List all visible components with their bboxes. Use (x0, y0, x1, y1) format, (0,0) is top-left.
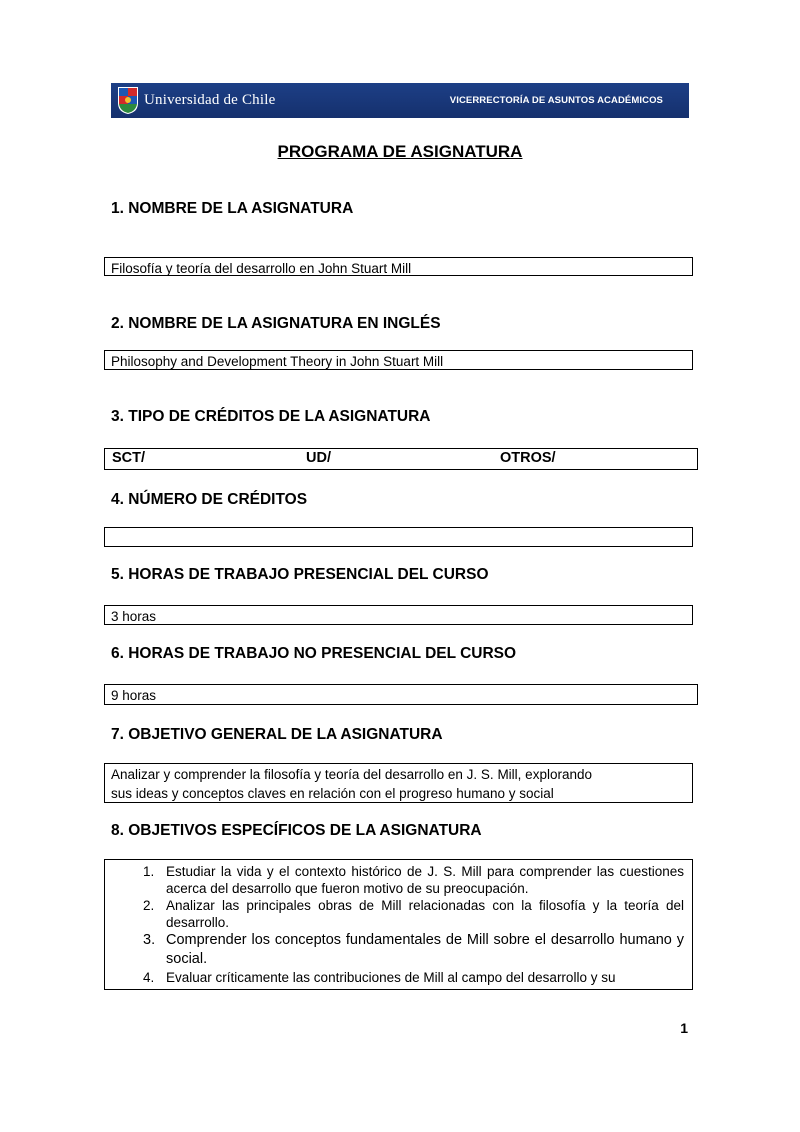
non-presential-hours-field: 9 horas (104, 684, 698, 705)
page-title: PROGRAMA DE ASIGNATURA (277, 142, 523, 161)
course-name-english-field: Philosophy and Development Theory in John Stuart Mill (104, 350, 693, 370)
specific-objectives-field (104, 859, 693, 990)
list-item: 1. Estudiar la vida y el contexto histórico de J. S. Mill para comprender las cuestiones acerca del desarrollo que fueron motivo de su preocupación. (143, 864, 684, 896)
course-name-field: Filosofía y teoría del desarrollo en John Stuart Mill (104, 257, 693, 276)
credit-type-field (104, 448, 698, 470)
section-1-heading: 1. NOMBRE DE LA ASIGNATURA (111, 200, 354, 217)
section-6-heading: 6. HORAS DE TRABAJO NO PRESENCIAL DEL CURSO (111, 645, 517, 662)
list-item: 4. Evaluar críticamente las contribuciones de Mill al campo del desarrollo y su (143, 970, 616, 985)
university-name: Universidad de Chile (144, 92, 276, 108)
presential-hours-field: 3 horas (104, 605, 693, 625)
general-objective-line-2: sus ideas y conceptos claves en relación con el progreso humano y social (111, 786, 554, 801)
header-banner (111, 83, 689, 118)
list-item: 3. Comprender los conceptos fundamentales de Mill sobre el desarrollo humano y social. (143, 932, 684, 967)
general-objective-field (104, 763, 693, 803)
section-3-heading: 3. TIPO DE CRÉDITOS DE LA ASIGNATURA (111, 408, 431, 425)
vicerrectoria-label: VICERRECTORÍA DE ASUNTOS ACADÉMICOS (449, 95, 663, 106)
section-4-heading: 4. NÚMERO DE CRÉDITOS (111, 491, 308, 508)
page-number: 1 (680, 1020, 688, 1036)
section-7-heading: 7. OBJETIVO GENERAL DE LA ASIGNATURA (111, 726, 443, 743)
section-5-heading: 5. HORAS DE TRABAJO PRESENCIAL DEL CURSO (111, 566, 489, 583)
specific-objectives-list (113, 863, 684, 986)
credit-ud-label: UD/ (306, 450, 331, 466)
list-item: 2. Analizar las principales obras de Mill relacionadas con la filosofía y la teoría del desarrollo. (143, 898, 684, 930)
university-crest-icon (117, 86, 139, 115)
credit-otros-label: OTROS/ (500, 450, 556, 466)
section-2-heading: 2. NOMBRE DE LA ASIGNATURA EN INGLÉS (111, 315, 441, 332)
section-8-heading: 8. OBJETIVOS ESPECÍFICOS DE LA ASIGNATURA (111, 822, 482, 839)
general-objective-line-1: Analizar y comprender la filosofía y teoría del desarrollo en J. S. Mill, explorando (111, 767, 592, 782)
credit-number-field (104, 527, 693, 547)
credit-sct-label: SCT/ (112, 450, 146, 466)
